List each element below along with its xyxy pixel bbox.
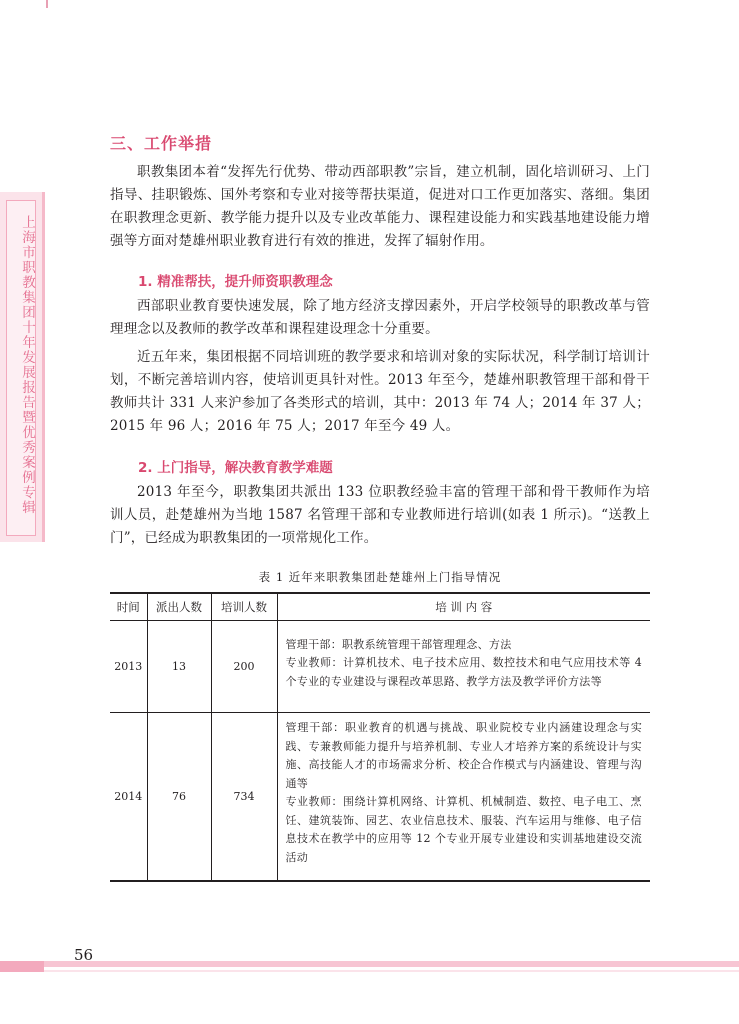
side-tab-title: 上海市职教集团十年发展报告暨优秀案例专辑	[19, 215, 35, 515]
table-header-row	[110, 593, 650, 621]
table-row	[110, 621, 650, 713]
header-trained: 培训人数	[211, 593, 277, 621]
paragraph-intro: 职教集团本着“发挥先行优势、带动西部职教”宗旨，建立机制，固化培训研习、上门指导、挂职锻炼、国外考察和专业对接等帮扶渠道，促进对口工作更加落实、落细。集团在职教理念更新、教学能力提升以及专业改革能力、课程建设能力和实践基地建设能力增强等方面对楚雄州职业教育进行有效的推进，发挥了辐射作用。	[110, 164, 650, 249]
footer-band	[0, 961, 739, 967]
paragraph-2: 西部职业教育要快速发展，除了地方经济支撑因素外，开启学校领导的职教改革与管理理念以及教师的教学改革和课程建设理念十分重要。	[110, 298, 650, 337]
cell-content	[277, 621, 650, 713]
cell-content	[277, 713, 650, 881]
table-caption: 表 1 近年来职教集团赴楚雄州上门指导情况	[258, 570, 502, 584]
content-teachers: 专业教师：围绕计算机网络、计算机、机械制造、数控、电子电工、烹饪、建筑装饰、园艺、农业信息技术、服装、汽车运用与维修、电子信息技术在教学中的应用等 12 个专业开展专业建设和实训基地建设交流活动	[285, 795, 642, 864]
footer-corner	[0, 961, 44, 972]
header-year: 时间	[110, 593, 147, 621]
crop-mark	[46, 0, 48, 8]
footer-band-light	[0, 970, 739, 972]
training-table	[110, 592, 650, 882]
cell-sent: 76	[147, 713, 211, 881]
side-tab-frame	[6, 200, 36, 536]
side-tab	[0, 192, 45, 542]
header-sent: 派出人数	[147, 593, 211, 621]
subheading-1: 1. 精准帮扶，提升师资职教理念	[138, 274, 333, 290]
paragraph-3: 近五年来，集团根据不同培训班的教学要求和培训对象的实际状况，科学制订培训计划，不断完善培训内容，使培训更具针对性。2013 年至今，楚雄州职教管理干部和骨干教师共计 331 人来沪参加了各类形式的培训，其中：2013 年 74 人；2014 年 37 人；2015 年 96 人；2016 年 75 人；2017 年至今 49 人。	[110, 349, 650, 434]
header-content: 培 训 内 容	[277, 593, 650, 621]
page-number: 56	[74, 946, 94, 964]
cell-sent: 13	[147, 621, 211, 713]
content-managers: 管理干部：职业教育的机遇与挑战、职业院校专业内涵建设理念与实践、专兼教师能力提升与培养机制、专业人才培养方案的系统设计与实施、高技能人才的市场需求分析、校企合作模式与内涵建设、管理与沟通等	[285, 721, 642, 790]
top-margin-mark	[0, 0, 739, 8]
paragraph-4: 2013 年至今，职教集团共派出 133 位职教经验丰富的管理干部和骨干教师作为培训人员，赴楚雄州为当地 1587 名管理干部和专业教师进行培训(如表 1 所示)。“送教上门”，已经成为职教集团的一项常规化工作。	[110, 484, 650, 546]
cell-year: 2014	[110, 713, 147, 881]
content-teachers: 专业教师：计算机技术、电子技术应用、数控技术和电气应用技术等 4 个专业的专业建设与课程改革思路、教学方法及教学评价方法等	[285, 656, 642, 688]
content-managers: 管理干部：职教系统管理干部管理理念、方法	[285, 637, 512, 651]
cell-trained: 200	[211, 621, 277, 713]
cell-trained: 734	[211, 713, 277, 881]
cell-year: 2013	[110, 621, 147, 713]
table-row	[110, 713, 650, 881]
subheading-2: 2. 上门指导，解决教育教学难题	[138, 460, 333, 476]
section-title: 三、工作举措	[110, 134, 213, 153]
